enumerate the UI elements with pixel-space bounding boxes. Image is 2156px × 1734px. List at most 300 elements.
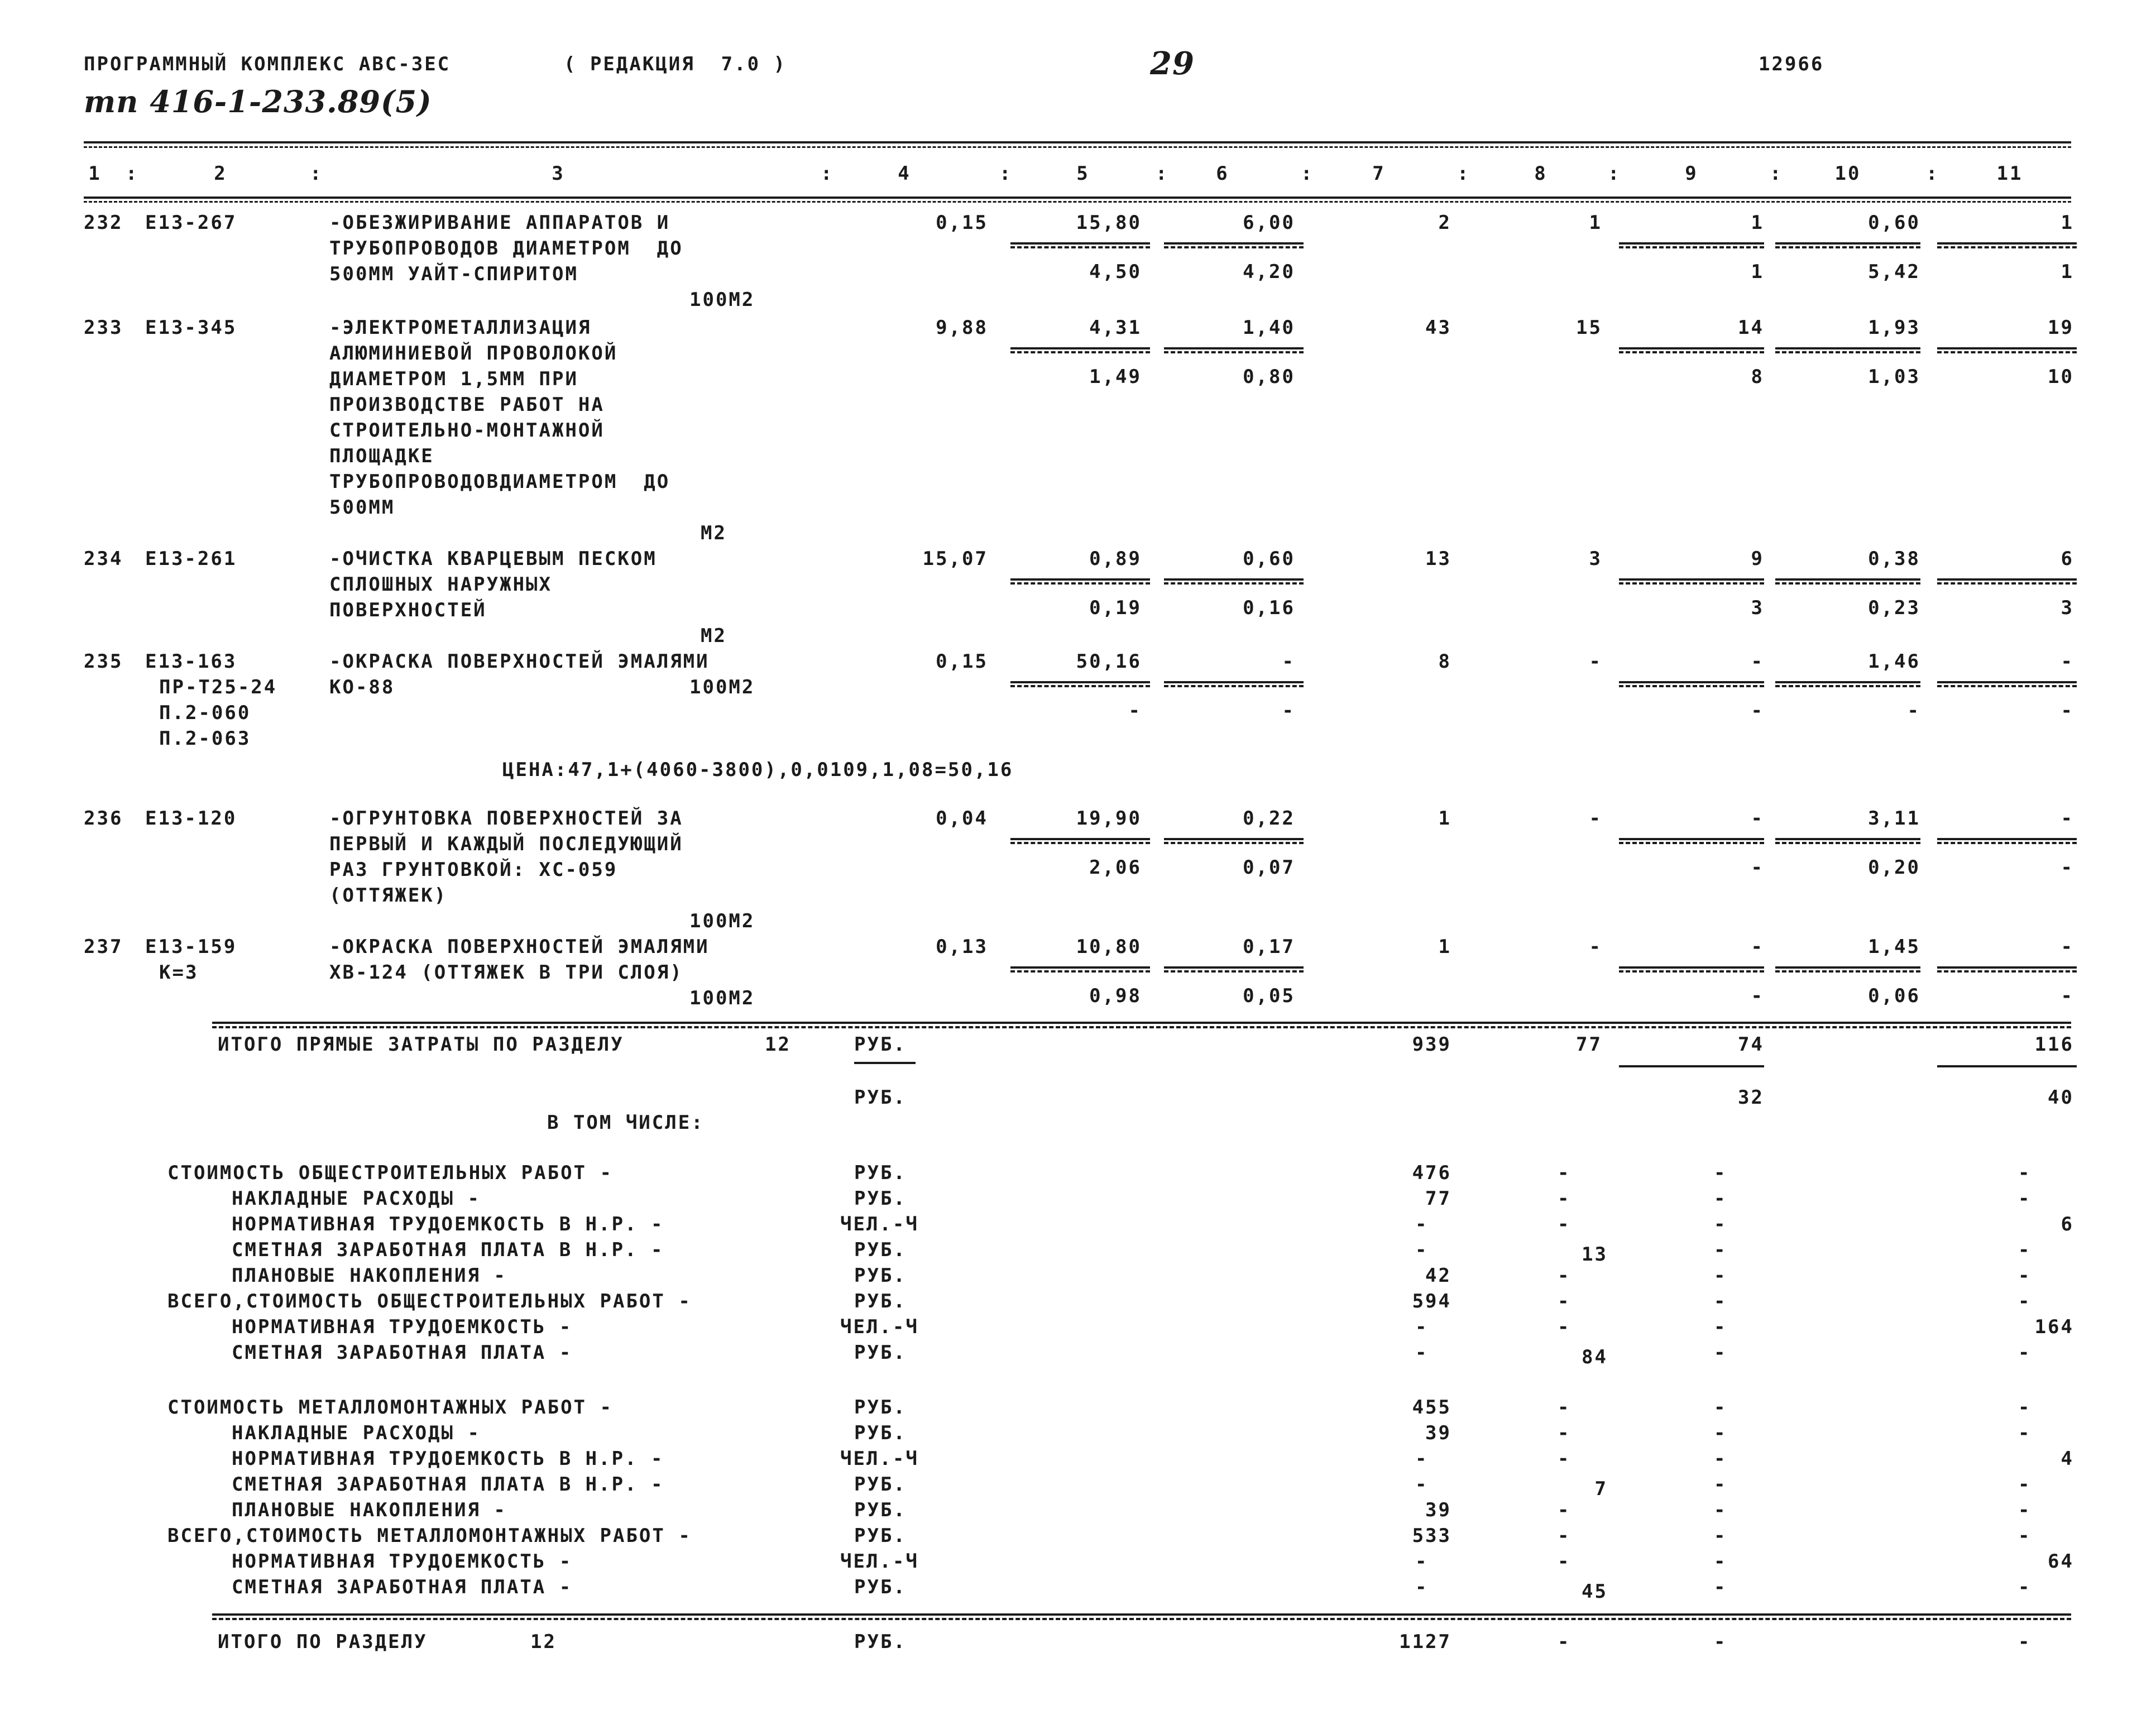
- summary-col9: -: [1714, 1525, 1727, 1547]
- summary-label: НОРМАТИВНАЯ ТРУДОЕМКОСТЬ В Н.Р. -: [232, 1448, 664, 1470]
- totals-section: 12: [765, 1033, 791, 1056]
- cell-fraction-rule: [1775, 842, 1920, 844]
- row-col11-bottom: 1: [2061, 261, 2074, 283]
- summary-label: ПЛАНОВЫЕ НАКОПЛЕНИЯ -: [232, 1499, 507, 1521]
- row-price-total: 50,16: [1076, 650, 1142, 673]
- column-header-11: 11: [1996, 162, 2023, 185]
- row-description: 500ММ УАЙТ-СПИРИТОМ: [329, 263, 578, 285]
- cell-fraction-rule: [1010, 246, 1150, 248]
- row-cost-total: 1: [1438, 807, 1451, 830]
- summary-col9: -: [1714, 1213, 1727, 1235]
- section-total-col9: -: [1714, 1631, 1727, 1653]
- cell-fraction-rule: [1937, 970, 2077, 973]
- column-header-3: 3: [552, 162, 565, 185]
- row-code-extra: П.2-060: [159, 702, 251, 724]
- cell-fraction-rule: [1164, 351, 1304, 353]
- row-code: Е13-159: [145, 936, 237, 958]
- row-description: ПЛОЩАДКЕ: [329, 445, 434, 467]
- totals-cost: 939: [1412, 1033, 1451, 1056]
- row-description: ПРОИЗВОДСТВЕ РАБОТ НА: [329, 394, 605, 416]
- header-bottom-rule-dashed: [84, 201, 2071, 203]
- section-total-label: ИТОГО ПО РАЗДЕЛУ: [218, 1631, 428, 1653]
- row-machine-total: 0,17: [1243, 936, 1295, 958]
- summary-wage: -: [1558, 1290, 1571, 1313]
- cell-fraction-rule: [1937, 681, 2077, 683]
- row-labor-top: 1,93: [1868, 317, 1920, 339]
- row-col9-bottom: 8: [1751, 366, 1764, 388]
- cell-fraction-rule: [1010, 838, 1150, 840]
- row-unit: 100М2: [689, 289, 755, 311]
- cell-fraction-rule: [1010, 970, 1150, 973]
- cell-fraction-rule: [1164, 681, 1304, 683]
- row-labor-bottom: 0,23: [1868, 597, 1920, 619]
- row-number: 235: [84, 650, 123, 673]
- totals-wage: 77: [1576, 1033, 1602, 1056]
- cell-fraction-rule: [1775, 970, 1920, 973]
- summary-col9: -: [1714, 1264, 1727, 1287]
- cell-fraction-rule: [1010, 966, 1150, 969]
- summary-col9: -: [1714, 1448, 1727, 1470]
- summary-col11: -: [2018, 1396, 2032, 1419]
- summary-unit: ЧЕЛ.-Ч: [840, 1213, 919, 1235]
- summary-col11: -: [2018, 1473, 2032, 1496]
- row-code: Е13-261: [145, 548, 237, 570]
- totals-top-rule-dashed: [212, 1026, 2071, 1028]
- column-header-9: 9: [1685, 162, 1698, 185]
- row-labor-top: 0,60: [1868, 212, 1920, 234]
- summary-wage: 45: [1582, 1580, 1608, 1603]
- summary-col11: -: [2018, 1576, 2032, 1598]
- summary-label: НОРМАТИВНАЯ ТРУДОЕМКОСТЬ -: [232, 1316, 573, 1338]
- summary-label: СМЕТНАЯ ЗАРАБОТНАЯ ПЛАТА -: [232, 1576, 573, 1598]
- row-price-wage: 2,06: [1089, 856, 1142, 879]
- column-header-7: 7: [1372, 162, 1386, 185]
- summary-col9: -: [1714, 1187, 1727, 1210]
- summary-unit: РУБ.: [854, 1342, 907, 1364]
- section-total-col11: -: [2018, 1631, 2032, 1653]
- cell-fraction-rule: [1937, 246, 2077, 248]
- cell-fraction-rule: [1010, 347, 1150, 349]
- row-labor-bottom: 0,20: [1868, 856, 1920, 879]
- summary-wage: 13: [1582, 1243, 1608, 1266]
- cell-fraction-rule: [1775, 351, 1920, 353]
- row-number: 234: [84, 548, 123, 570]
- summary-cost: -: [1415, 1316, 1429, 1338]
- row-description: ТРУБОПРОВОДОВ ДИАМЕТРОМ ДО: [329, 237, 683, 260]
- summary-cost: -: [1415, 1473, 1429, 1496]
- row-description: 500ММ: [329, 496, 395, 519]
- row-unit: М2: [701, 522, 727, 544]
- column-separator: :: [1457, 162, 1470, 185]
- row-labor-bottom: 5,42: [1868, 261, 1920, 283]
- summary-col9: -: [1714, 1550, 1727, 1573]
- column-header-2: 2: [214, 162, 227, 185]
- row-labor-top: 1,45: [1868, 936, 1920, 958]
- totals-col11-bottom: 40: [2048, 1086, 2074, 1109]
- row-description: СТРОИТЕЛЬНО-МОНТАЖНОЙ: [329, 419, 605, 442]
- cell-fraction-rule: [1775, 578, 1920, 581]
- row-description: -ОКРАСКА ПОВЕРХНОСТЕЙ ЭМАЛЯМИ: [329, 650, 710, 673]
- summary-unit: РУБ.: [854, 1576, 907, 1598]
- cell-fraction-rule: [1937, 347, 2077, 349]
- row-col9-bottom: -: [1751, 856, 1764, 879]
- totals-unit: РУБ.: [854, 1086, 907, 1109]
- summary-cost: 42: [1425, 1264, 1451, 1287]
- column-separator: :: [1770, 162, 1783, 185]
- summary-wage: -: [1558, 1213, 1571, 1235]
- row-code: Е13-345: [145, 317, 237, 339]
- summary-unit: ЧЕЛ.-Ч: [840, 1448, 919, 1470]
- summary-label: ВСЕГО,СТОИМОСТЬ ОБЩЕСТРОИТЕЛЬНЫХ РАБОТ -: [167, 1290, 692, 1313]
- cell-fraction-rule: [1164, 838, 1304, 840]
- cell-fraction-rule: [1775, 838, 1920, 840]
- cell-fraction-rule: [1164, 242, 1304, 245]
- summary-col9: -: [1714, 1473, 1727, 1496]
- summary-unit: РУБ.: [854, 1499, 907, 1521]
- summary-col11: -: [2018, 1525, 2032, 1547]
- summary-unit: РУБ.: [854, 1422, 907, 1444]
- summary-col11: -: [2018, 1422, 2032, 1444]
- summary-wage: -: [1558, 1162, 1571, 1184]
- summary-cost: -: [1415, 1576, 1429, 1598]
- row-cost-wage: -: [1589, 936, 1602, 958]
- row-description: ХВ-124 (ОТТЯЖЕК В ТРИ СЛОЯ): [329, 961, 683, 984]
- row-price-wage: 4,50: [1089, 261, 1142, 283]
- row-quantity: 0,15: [936, 212, 988, 234]
- edition-label: ( РЕДАКЦИЯ 7.0 ): [564, 53, 787, 75]
- cell-fraction-rule: [1775, 685, 1920, 687]
- page-number: 29: [1150, 45, 1195, 82]
- summary-label: НОРМАТИВНАЯ ТРУДОЕМКОСТЬ В Н.Р. -: [232, 1213, 664, 1235]
- row-description: ПЕРВЫЙ И КАЖДЫЙ ПОСЛЕДУЮЩИЙ: [329, 833, 683, 855]
- totals-col9-bottom: 32: [1738, 1086, 1764, 1109]
- row-code-extra: К=3: [159, 961, 199, 984]
- summary-label: СМЕТНАЯ ЗАРАБОТНАЯ ПЛАТА В Н.Р. -: [232, 1473, 664, 1496]
- row-price-wage: 0,98: [1089, 985, 1142, 1007]
- row-col11-top: -: [2061, 936, 2074, 958]
- row-description: ПОВЕРХНОСТЕЙ: [329, 599, 487, 621]
- column-header-10: 10: [1834, 162, 1861, 185]
- row-machine-total: 6,00: [1243, 212, 1295, 234]
- totals-label: ИТОГО ПРЯМЫЕ ЗАТРАТЫ ПО РАЗДЕЛУ: [218, 1033, 624, 1056]
- row-col11-bottom: -: [2061, 856, 2074, 879]
- summary-label: СМЕТНАЯ ЗАРАБОТНАЯ ПЛАТА -: [232, 1342, 573, 1364]
- row-description: ДИАМЕТРОМ 1,5ММ ПРИ: [329, 368, 578, 390]
- summary-cost: 39: [1425, 1499, 1451, 1521]
- row-price-wage: 0,19: [1089, 597, 1142, 619]
- summary-cost: 77: [1425, 1187, 1451, 1210]
- cell-fraction-rule: [1937, 578, 2077, 581]
- column-separator: :: [999, 162, 1013, 185]
- row-cost-total: 1: [1438, 936, 1451, 958]
- summary-col11: -: [2018, 1290, 2032, 1313]
- row-labor-bottom: 0,06: [1868, 985, 1920, 1007]
- row-cost-total: 8: [1438, 650, 1451, 673]
- cell-fraction-rule: [1619, 582, 1764, 585]
- totals-col9-top: 74: [1738, 1033, 1764, 1056]
- summary-col11: -: [2018, 1342, 2032, 1364]
- summary-cost: -: [1415, 1550, 1429, 1573]
- summary-cost: 476: [1412, 1162, 1451, 1184]
- row-machine-total: -: [1282, 650, 1295, 673]
- column-separator: :: [821, 162, 834, 185]
- section-total-cost: 1127: [1399, 1631, 1451, 1653]
- summary-label: СТОИМОСТЬ ОБЩЕСТРОИТЕЛЬНЫХ РАБОТ -: [167, 1162, 613, 1184]
- summary-cost: 594: [1412, 1290, 1451, 1313]
- summary-col11: -: [2018, 1499, 2032, 1521]
- totals-unit: РУБ.: [854, 1033, 907, 1056]
- row-col11-top: -: [2061, 650, 2074, 673]
- cell-fraction-rule: [1619, 347, 1764, 349]
- cell-fraction-rule: [1164, 246, 1304, 248]
- totals-fraction-rule: [1619, 1065, 1764, 1067]
- summary-unit: РУБ.: [854, 1473, 907, 1496]
- cell-fraction-rule: [1010, 582, 1150, 585]
- row-labor-bottom: -: [1907, 700, 1920, 722]
- cell-fraction-rule: [1164, 582, 1304, 585]
- summary-col11: -: [2018, 1264, 2032, 1287]
- row-quantity: 9,88: [936, 317, 988, 339]
- cell-fraction-rule: [1619, 842, 1764, 844]
- summary-cost: 39: [1425, 1422, 1451, 1444]
- summary-col11: -: [2018, 1239, 2032, 1261]
- column-header-6: 6: [1216, 162, 1229, 185]
- row-col9-top: 9: [1751, 548, 1764, 570]
- row-labor-bottom: 1,03: [1868, 366, 1920, 388]
- cell-fraction-rule: [1619, 681, 1764, 683]
- row-description: -ОБЕЗЖИРИВАНИЕ АППАРАТОВ И: [329, 212, 670, 234]
- row-unit: 100М2: [689, 987, 755, 1009]
- row-price-total: 19,90: [1076, 807, 1142, 830]
- cell-fraction-rule: [1010, 578, 1150, 581]
- summary-col9: -: [1714, 1342, 1727, 1364]
- row-machine-wage: 4,20: [1243, 261, 1295, 283]
- cell-fraction-rule: [1775, 582, 1920, 585]
- row-col11-bottom: -: [2061, 700, 2074, 722]
- summary-unit: ЧЕЛ.-Ч: [840, 1316, 919, 1338]
- row-cost-wage: 3: [1589, 548, 1602, 570]
- summary-unit: РУБ.: [854, 1525, 907, 1547]
- summary-label: СМЕТНАЯ ЗАРАБОТНАЯ ПЛАТА В Н.Р. -: [232, 1239, 664, 1261]
- row-price-total: 10,80: [1076, 936, 1142, 958]
- summary-col11: 6: [2061, 1213, 2074, 1235]
- row-col11-bottom: -: [2061, 985, 2074, 1007]
- column-separator: :: [1926, 162, 1939, 185]
- summary-unit: РУБ.: [854, 1264, 907, 1287]
- unit-underline: [854, 1062, 916, 1064]
- row-quantity: 0,13: [936, 936, 988, 958]
- cell-fraction-rule: [1619, 966, 1764, 969]
- summary-label: ПЛАНОВЫЕ НАКОПЛЕНИЯ -: [232, 1264, 507, 1287]
- row-code: Е13-120: [145, 807, 237, 830]
- row-cost-wage: -: [1589, 807, 1602, 830]
- header-top-rule: [84, 141, 2071, 143]
- row-description: ТРУБОПРОВОДОВДИАМЕТРОМ ДО: [329, 471, 670, 493]
- row-price-total: 15,80: [1076, 212, 1142, 234]
- cell-fraction-rule: [1010, 681, 1150, 683]
- header-top-rule-dashed: [84, 146, 2071, 148]
- row-cost-wage: -: [1589, 650, 1602, 673]
- cell-fraction-rule: [1937, 685, 2077, 687]
- row-col9-top: -: [1751, 807, 1764, 830]
- summary-cost: 533: [1412, 1525, 1451, 1547]
- row-col11-bottom: 10: [2048, 366, 2074, 388]
- cell-fraction-rule: [1010, 842, 1150, 844]
- section-total-rule: [212, 1613, 2071, 1616]
- row-unit: 100М2: [689, 910, 755, 932]
- summary-wage: 7: [1594, 1478, 1608, 1500]
- row-col9-top: 1: [1751, 212, 1764, 234]
- summary-col9: -: [1714, 1576, 1727, 1598]
- cell-fraction-rule: [1164, 685, 1304, 687]
- row-cost-total: 13: [1425, 548, 1451, 570]
- summary-wage: -: [1558, 1264, 1571, 1287]
- cell-fraction-rule: [1164, 347, 1304, 349]
- row-number: 237: [84, 936, 123, 958]
- summary-col9: -: [1714, 1499, 1727, 1521]
- column-separator: :: [1301, 162, 1314, 185]
- row-cost-total: 2: [1438, 212, 1451, 234]
- summary-label: НАКЛАДНЫЕ РАСХОДЫ -: [232, 1422, 481, 1444]
- section-total-rule-dashed: [212, 1618, 2071, 1620]
- row-unit: М2: [701, 625, 727, 647]
- cell-fraction-rule: [1164, 578, 1304, 581]
- document-code: 12966: [1759, 53, 1824, 75]
- row-code-extra: ПР-Т25-24: [159, 676, 277, 698]
- row-labor-top: 3,11: [1868, 807, 1920, 830]
- cell-fraction-rule: [1619, 246, 1764, 248]
- cell-fraction-rule: [1937, 842, 2077, 844]
- summary-label: ВСЕГО,СТОИМОСТЬ МЕТАЛЛОМОНТАЖНЫХ РАБОТ -: [167, 1525, 692, 1547]
- row-machine-wage: -: [1282, 700, 1295, 722]
- column-header-5: 5: [1076, 162, 1090, 185]
- row-col9-bottom: -: [1751, 985, 1764, 1007]
- cell-fraction-rule: [1937, 351, 2077, 353]
- summary-unit: РУБ.: [854, 1290, 907, 1313]
- summary-wage: -: [1558, 1525, 1571, 1547]
- summary-wage: -: [1558, 1499, 1571, 1521]
- row-col9-top: 14: [1738, 317, 1764, 339]
- cell-fraction-rule: [1619, 242, 1764, 245]
- header-bottom-rule: [84, 197, 2071, 199]
- row-price-wage: -: [1128, 700, 1142, 722]
- summary-unit: РУБ.: [854, 1187, 907, 1210]
- summary-cost: -: [1415, 1448, 1429, 1470]
- row-col9-bottom: 1: [1751, 261, 1764, 283]
- cell-fraction-rule: [1164, 970, 1304, 973]
- row-col9-top: -: [1751, 650, 1764, 673]
- summary-cost: 455: [1412, 1396, 1451, 1419]
- row-description: КО-88: [329, 676, 395, 698]
- column-header-8: 8: [1534, 162, 1547, 185]
- totals-col11-top: 116: [2034, 1033, 2074, 1056]
- row-price-total: 4,31: [1089, 317, 1142, 339]
- summary-unit: ЧЕЛ.-Ч: [840, 1550, 919, 1573]
- summary-wage: -: [1558, 1448, 1571, 1470]
- summary-col9: -: [1714, 1316, 1727, 1338]
- summary-wage: -: [1558, 1187, 1571, 1210]
- row-machine-wage: 0,05: [1243, 985, 1295, 1007]
- summary-label: НОРМАТИВНАЯ ТРУДОЕМКОСТЬ -: [232, 1550, 573, 1573]
- program-name: ПРОГРАММНЫЙ КОМПЛЕКС АВС-3ЕС: [84, 53, 451, 75]
- cell-fraction-rule: [1010, 685, 1150, 687]
- summary-unit: РУБ.: [854, 1239, 907, 1261]
- summary-wage: -: [1558, 1550, 1571, 1573]
- row-description: АЛЮМИНИЕВОЙ ПРОВОЛОКОЙ: [329, 342, 618, 365]
- row-machine-wage: 0,07: [1243, 856, 1295, 879]
- cell-fraction-rule: [1619, 970, 1764, 973]
- summary-label: НАКЛАДНЫЕ РАСХОДЫ -: [232, 1187, 481, 1210]
- summary-col11: 164: [2034, 1316, 2074, 1338]
- row-col11-top: 19: [2048, 317, 2074, 339]
- column-separator: :: [1608, 162, 1621, 185]
- row-quantity: 0,04: [936, 807, 988, 830]
- column-separator: :: [126, 162, 139, 185]
- row-col11-top: 6: [2061, 548, 2074, 570]
- summary-col9: -: [1714, 1239, 1727, 1261]
- row-labor-top: 1,46: [1868, 650, 1920, 673]
- row-description: СПЛОШНЫХ НАРУЖНЫХ: [329, 573, 552, 596]
- cell-fraction-rule: [1775, 681, 1920, 683]
- column-header-4: 4: [898, 162, 911, 185]
- cell-fraction-rule: [1937, 838, 2077, 840]
- summary-unit: РУБ.: [854, 1162, 907, 1184]
- section-total-wage: -: [1558, 1631, 1571, 1653]
- row-col9-top: -: [1751, 936, 1764, 958]
- cell-fraction-rule: [1164, 966, 1304, 969]
- cell-fraction-rule: [1619, 351, 1764, 353]
- row-quantity: 0,15: [936, 650, 988, 673]
- cell-fraction-rule: [1775, 966, 1920, 969]
- row-cost-total: 43: [1425, 317, 1451, 339]
- cell-fraction-rule: [1010, 242, 1150, 245]
- row-quantity: 15,07: [922, 548, 988, 570]
- row-number: 236: [84, 807, 123, 830]
- row-labor-top: 0,38: [1868, 548, 1920, 570]
- row-machine-total: 0,60: [1243, 548, 1295, 570]
- cell-fraction-rule: [1619, 685, 1764, 687]
- summary-wage: -: [1558, 1316, 1571, 1338]
- row-code: Е13-163: [145, 650, 237, 673]
- price-note: ЦЕНА:47,1+(4060-3800),0,0109,1,08=50,16: [502, 759, 1014, 781]
- cell-fraction-rule: [1775, 246, 1920, 248]
- handwritten-project-ref: тп 416-1-233.89(5): [84, 84, 432, 119]
- cell-fraction-rule: [1937, 242, 2077, 245]
- row-machine-total: 1,40: [1243, 317, 1295, 339]
- summary-col11: 64: [2048, 1550, 2074, 1573]
- summary-col9: -: [1714, 1422, 1727, 1444]
- totals-top-rule: [212, 1022, 2071, 1024]
- summary-cost: -: [1415, 1213, 1429, 1235]
- summary-col11: -: [2018, 1162, 2032, 1184]
- summary-col11: 4: [2061, 1448, 2074, 1470]
- totals-fraction-rule: [1937, 1065, 2077, 1067]
- row-description: РАЗ ГРУНТОВКОЙ: ХС-059: [329, 859, 618, 881]
- column-separator: :: [1156, 162, 1169, 185]
- row-description: -ОГРУНТОВКА ПОВЕРХНОСТЕЙ ЗА: [329, 807, 683, 830]
- summary-wage: 84: [1582, 1346, 1608, 1368]
- cell-fraction-rule: [1619, 578, 1764, 581]
- row-col9-bottom: -: [1751, 700, 1764, 722]
- section-total-section: 12: [530, 1631, 557, 1653]
- summary-col9: -: [1714, 1290, 1727, 1313]
- row-col11-bottom: 3: [2061, 597, 2074, 619]
- cell-fraction-rule: [1937, 966, 2077, 969]
- row-unit: 100М2: [689, 676, 755, 698]
- row-col11-top: -: [2061, 807, 2074, 830]
- row-number: 232: [84, 212, 123, 234]
- row-machine-wage: 0,80: [1243, 366, 1295, 388]
